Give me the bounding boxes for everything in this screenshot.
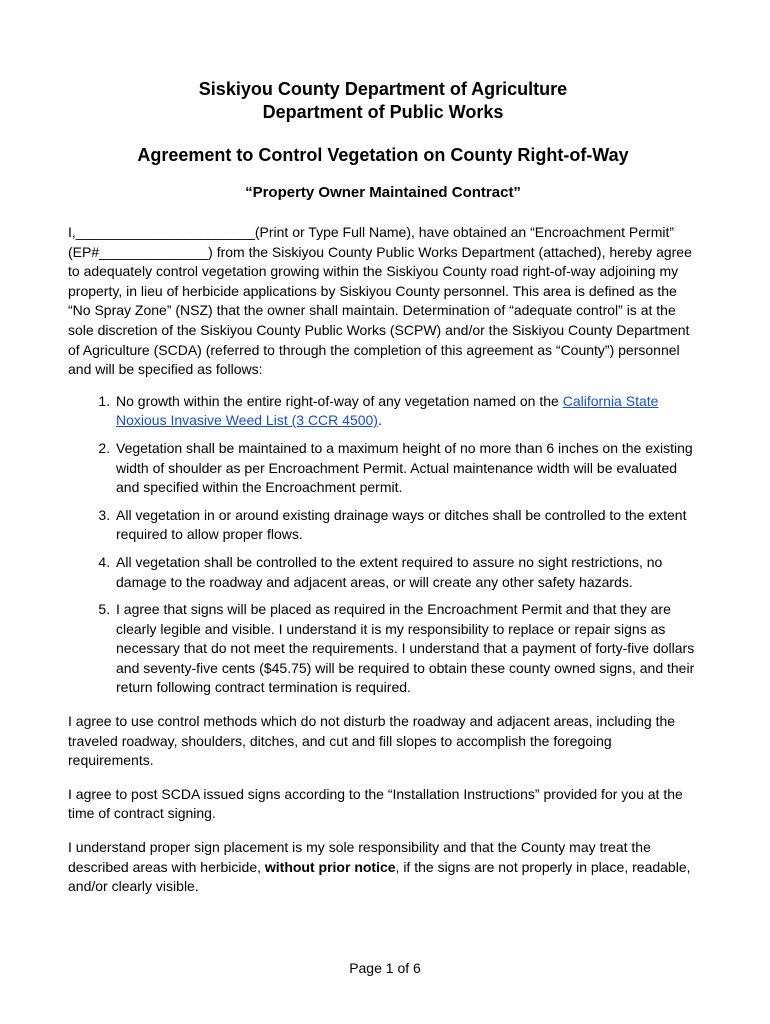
list-item (114, 392, 698, 431)
page-number: Page 1 of 6 (349, 960, 421, 976)
sign-responsibility-paragraph (68, 838, 698, 897)
requirements-list (68, 392, 698, 698)
document-title: Agreement to Control Vegetation on County Right-of-Way (137, 145, 629, 165)
list-item: 5. I agree that signs will be placed as required in the Encroachment Permit and that they are clearly legible and visible. I understand it is my responsibility to replace or repair signs as necessary that do not meet the requirements. I understand that a payment of forty-five dollars and seventy-five cents ($45.75) will be required to obtain these county owned signs, and their return following contract termination is required. (114, 600, 698, 698)
control-methods-paragraph: I agree to use control methods which do not disturb the roadway and adjacent areas, including the traveled roadway, shoulders, ditches, and cut and fill slopes to accomplish the foregoing requirements. (68, 713, 676, 769)
intro-after-name: (Print or Type Full Name), have obtained an “Encroachment Permit” (EP# (68, 224, 675, 260)
full-name-blank[interactable]: _______________________ (75, 224, 255, 240)
intro-rest: ) from the Siskiyou County Public Works Department (attached), hereby agree to adequately control vegetation growing within the Siskiyou County road right-of-way adjoining my property, in lieu of herbicide applications by Siskiyou County personnel. This area is defined as the “No Spray Zone” (NSZ) that the owner shall maintain. Determination of “adequate control” is at the sole discretion of the Siskiyou County Public Works (SCPW) and/or the Siskiyou County Department of Agriculture (SCDA) (referred to through the completion of this agreement as “County”) personnel and will be specified as follows: (68, 243, 692, 378)
without-notice-emphasis: without prior notice (264, 858, 396, 875)
para3-after: , if the signs are not properly in place, readable, and/or clearly visible. (68, 858, 691, 895)
header-agency-public-works: Department of Public Works (262, 102, 504, 122)
list-item: 3. All vegetation in or around existing drainage ways or ditches shall be controlled to the extent required to allow proper flows. (114, 506, 698, 545)
list-item: 2. Vegetation shall be maintained to a maximum height of no more than 6 inches on the existing width of shoulder as per Encroachment Permit. Actual maintenance width will be evaluated and specified within the Encroachment permit. (114, 439, 698, 498)
header-agency-agriculture: Siskiyou County Department of Agriculture (198, 79, 568, 99)
list-item: 4. All vegetation shall be controlled to the extent required to assure no sight restrictions, no damage to the roadway and adjacent areas, or will create any other safety hazards. (114, 553, 698, 592)
ep-number-blank[interactable]: ______________ (99, 243, 209, 260)
document-subtitle: “Property Owner Maintained Contract” (245, 184, 521, 201)
item1-text: No growth within the entire right-of-way of any vegetation named on the (116, 392, 563, 409)
intro-prefix: I, (68, 224, 76, 240)
sign-posting-paragraph: I agree to post SCDA issued signs according to the “Installation Instructions” provided for you at the time of contract signing. (68, 785, 683, 822)
para3-before: I understand proper sign placement is my sole responsibility and that the County may treat the described areas with herbicide, (68, 839, 651, 875)
weed-list-link[interactable]: California State Noxious Invasive Weed List (3 CCR 4500) (116, 392, 659, 429)
intro-paragraph (68, 223, 698, 380)
item1-end: . (377, 412, 382, 429)
